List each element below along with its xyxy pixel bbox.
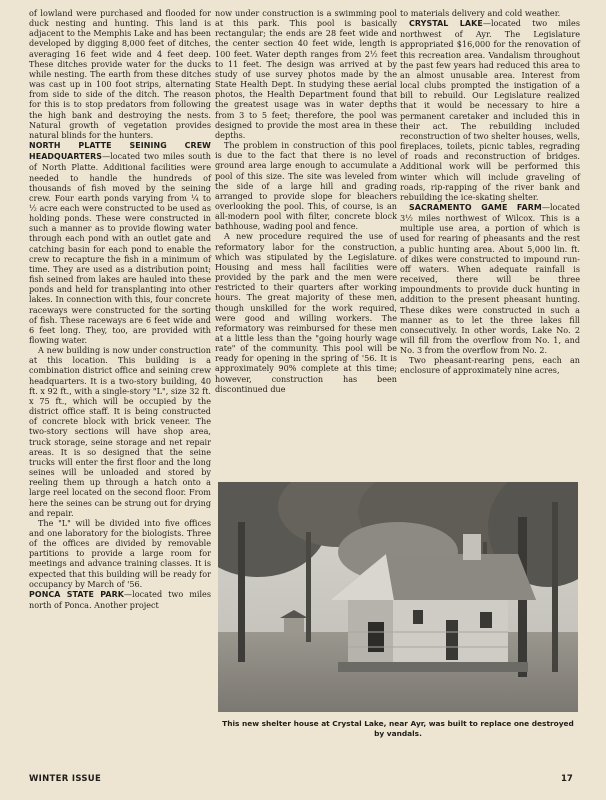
- shelter-house-photo: [218, 482, 578, 712]
- paragraph: The "L" will be divided into five offices and one laboratory for the biologists. Three of the offices are divided by removable partitions to provide a large room for meetings and advance training classes. It is expected that this building will be ready for occupancy by March of '56.: [29, 517, 211, 589]
- paragraph: to materials delivery and cold weather.: [400, 8, 561, 18]
- paragraph: [29, 589, 211, 610]
- photo-caption: This new shelter house at Crystal Lake, near Ayr, was built to replace one destroyed by vandals.: [222, 719, 574, 738]
- text-column-3: [400, 8, 580, 376]
- section-heading-ponca: PONCA STATE PARK: [29, 589, 125, 599]
- paragraph: A new procedure required the use of reformatory labor for the construction, which was stipulated by the Legislature. Housing and mess hall facilities were provided by the park and the men were restricted to their quarters after working hours. The great majority of these men, though unskilled for the work required, were good and willing workers. The reformatory was reimbursed for these men at a little less than the "going hourly wage rate" of the community. This pool will be ready for opening in the spring of '56. It is approximately 90% complete at this time; however, construction has been discontinued due: [215, 231, 397, 394]
- paragraph-text: —located 3½ miles northwest of Wilcox. This is a multiple use area, a portion of which is used for rearing of pheasants and the rest a public hunting area. About 5,000 lin. ft. of dikes were constructed to impound run-off waters. When adequate rainfall is received, there will be three impoundments to provide duck hunting in addition to the present pheasant hunting. These dikes were constructed in such a manner as to let the three lakes fill consecutively. In other words, Lake No. 2 will fill from the overflow from No. 1, and No. 3 from the overflow from No. 2.: [400, 201, 580, 356]
- paragraph: [29, 140, 211, 345]
- text-column-1: [29, 8, 211, 610]
- section-heading-crystal-lake: CRYSTAL LAKE: [409, 19, 483, 29]
- paragraph-text: —located two miles south of North Platte. Additional facilities were needed to handle the hundreds of thousands of fish moved by the seining crew. Four earth ponds varying from ¼ to ½ acre each were constructed to be used as holding ponds. These were constructed in such a manner as to provide flowing water through each pond with an outlet gate and catching basin for each pond to enable the crew to recapture the fish in a minimum of time. They are used as a distribution point; fish seined from lakes are hauled into these ponds and held for transplanting into other lakes. In connection with this, four concrete raceways were constructed for the sorting of fish. These raceways are 6 feet wide and 6 feet long. They, too, are provided with flowing water.: [29, 151, 211, 345]
- paragraph: of lowland were purchased and flooded for duck nesting and hunting. This land is adjacent to the Memphis Lake and has been developed by digging 8,000 feet of ditches, averaging 16 feet wide and 4 feet deep. These ditches provide water for the ducks while nesting. The earth from these ditches was cast up in 100 foot strips, alternating from side to side of the ditch. The reason for this is to stop predators from following the high bank and destroying the nests. Natural growth of vegetation provides natural blinds for the hunters.: [29, 8, 211, 140]
- paragraph-text: —located two miles northwest of Ayr. The Legislature appropriated $16,000 for the renovation of this recreation area. Vandalism throughout the past few years had reduced this area to an almost unusable area. Interest from local clubs prompted the instigation of a bill to rebuild. Our Legislature realized that it would be necessary to hire a permanent caretaker and included this in their act. The rebuilding included reconstruction of two shelter houses, wells, fireplaces, toilets, picnic tables, regrading of roads and reconstruction of bridges. Additional work will be performed this winter which will include graveling of roads, rip-rapping of the river bank and rebuilding the ice-skating shelter.: [400, 18, 580, 202]
- paragraph: now under construction is a swimming pool at this park. This pool is basically rectangular; the ends are 28 feet wide and the center section 40 feet wide, length is 100 feet. Water depth ranges from 2½ feet to 11 feet. The design was arrived at by study of use survey photos made by the State Health Dept. In studying these aerial photos, the Health Department found that the greatest usage was in water depths from 3 to 5 feet; therefore, the pool was designed to provide the most area in these depths.: [215, 8, 397, 140]
- text-column-2: [215, 8, 397, 394]
- paragraph: [400, 18, 580, 202]
- page-number: 17: [561, 774, 573, 784]
- paragraph: The problem in construction of this pool is due to the fact that there is no level ground area large enough to accumulate a pool of this size. The site was leveled from the side of a large hill and grading arranged to provide slope for bleachers overlooking the pool. This, of course, is an all-modern pool with filter, concrete block bathhouse, wading pool and fence.: [215, 140, 397, 232]
- paragraph: A new building is now under construction at this location. This building is a combination district office and seining crew headquarters. It is a two-story building, 40 ft. x 92 ft., with a single-story "L", size 32 ft. x 75 ft., which will be occupied by the district office staff. It is being constructed of concrete block with brick veneer. The two-story sections will have shop area, truck storage, seine storage and net repair areas. It is so designed that the seine trucks will enter the first floor and the long seines will be unloaded and stored by reeling them up through a hatch onto a large reel located on the second floor. From here the seines can be strung out for drying and repair.: [29, 345, 211, 518]
- footer-issue: WINTER ISSUE: [29, 774, 102, 784]
- paragraph: Two pheasant-rearing pens, each an enclosure of approximately nine acres,: [400, 355, 580, 376]
- paragraph-text: —located two miles north of Ponca. Another project: [29, 588, 211, 611]
- paragraph: [400, 202, 580, 355]
- section-heading-north-platte: NORTH PLATTE SEINING CREW HEADQUARTERS: [29, 141, 211, 162]
- section-heading-sacramento: SACRAMENTO GAME FARM: [409, 202, 542, 212]
